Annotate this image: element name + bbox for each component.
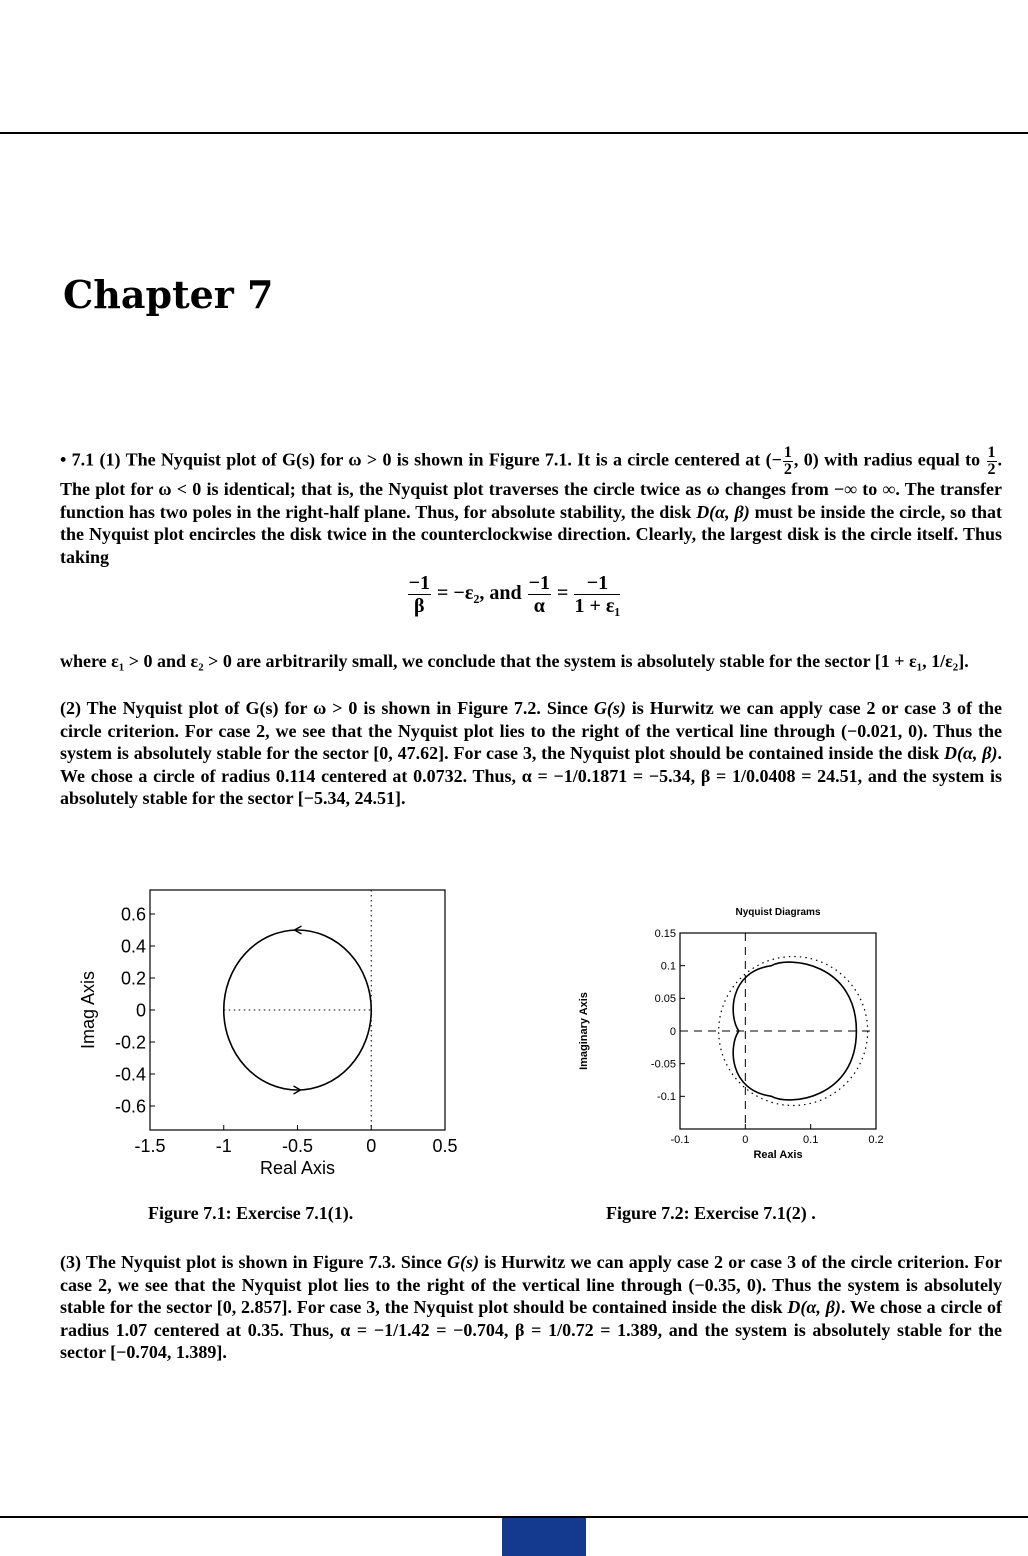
part-label: (2) — [60, 698, 81, 718]
equation-and: and — [489, 582, 522, 605]
y-tick-label: 0.6 — [120, 904, 146, 925]
x-tick-label: -0.5 — [281, 1136, 314, 1156]
footer-page-tab — [502, 1518, 586, 1556]
figure-7-1-chart — [70, 880, 470, 1180]
frac-num: −1 — [528, 572, 551, 594]
frac-num: 1 — [783, 444, 792, 461]
x-tick-label: 0.1 — [803, 1134, 819, 1146]
equation-term: = −ε₂, — [437, 582, 485, 605]
x-tick-label: 0.5 — [432, 1136, 458, 1156]
paragraph-7-1-part-3 — [60, 1251, 1002, 1364]
figure-7-1-caption: Figure 7.1: Exercise 7.1(1). — [148, 1203, 354, 1223]
y-tick-label: 0.1 — [660, 960, 676, 973]
transfer-function: G(s) — [593, 698, 626, 718]
text: The Nyquist plot of G(s) for ω > 0 is shown in Figure 7.2. Since — [86, 698, 594, 718]
fraction — [408, 572, 431, 617]
x-axis-label: Real Axis — [259, 1158, 336, 1178]
figure-7-2-caption: Figure 7.2: Exercise 7.1(2) . — [606, 1203, 816, 1223]
y-tick-label: 0 — [135, 1000, 146, 1021]
frac-num: 1 — [987, 444, 996, 461]
equation-equals: = — [557, 582, 569, 605]
x-tick-label: -1.5 — [134, 1136, 166, 1156]
text: The Nyquist plot is shown in Figure 7.3. Since — [85, 1252, 447, 1272]
x-tick-label: -0.1 — [670, 1134, 690, 1146]
text: . We chose a circle of radius 0.114 centered at 0.0732. Thus, α = −1/0.1871 = −5.34, β = 1/0.0408 = 24.51, and the system is absolutely stable for the sector [−5.34, 24.51]. — [60, 743, 1002, 808]
x-tick-label: -1 — [215, 1136, 232, 1156]
y-axis-label: Imaginary Axis — [578, 992, 590, 1070]
text: . We chose a circle of radius 1.07 centered at 0.35. Thus, α = −1/1.42 = −0.704, β = 1/0.72 = 1.389, and the system is absolutely stable for the sector [−0.704, 1.389]. — [60, 1297, 1003, 1362]
equation — [0, 572, 1028, 617]
y-tick-label: -0.6 — [114, 1096, 146, 1117]
y-tick-label: 0.15 — [654, 927, 676, 940]
fraction-half — [987, 445, 997, 478]
x-tick-label: 0 — [742, 1134, 749, 1146]
y-tick-label: -0.1 — [657, 1091, 676, 1104]
y-tick-label: 0 — [669, 1025, 676, 1038]
exercise-number: 7.1 — [71, 449, 95, 470]
fraction — [528, 572, 551, 617]
x-axis-label: Real Axis — [753, 1149, 803, 1161]
paragraph-7-1-part-1 — [60, 445, 1002, 568]
y-tick-label: 0.2 — [120, 968, 146, 989]
frac-num: −1 — [574, 572, 620, 595]
y-axis-label: Imag Axis — [78, 970, 98, 1050]
figure-7-2-chart — [565, 885, 905, 1185]
paragraph-after-equation: where ε₁ > 0 and ε₂ > 0 are arbitrarily small, we conclude that the system is absolutely stable for the sector [1 + ε₁, 1/ε₂]. — [60, 651, 969, 671]
disk-symbol: D(α, β) — [696, 501, 750, 522]
fraction — [574, 572, 620, 617]
text: The Nyquist plot of G(s) for ω > 0 is shown in Figure 7.1. It is a circle centered at (− — [125, 449, 782, 470]
disk-symbol: D(α, β) — [787, 1297, 841, 1317]
text: is Hurwitz we can apply case 2 or case 3 of the circle criterion. For case 2, we see that the Nyquist plot lies to the right of the vertical line through (−0.35, 0). Thus the system is absolutely stable for the sector [0, 2.857]. For case 3, the Nyquist plot should be contained inside the disk — [60, 1252, 1003, 1317]
part-label: (1) — [99, 449, 121, 470]
frac-den: 1 + ε₁ — [574, 595, 621, 617]
bullet: • — [60, 449, 67, 470]
y-tick-label: -0.05 — [650, 1058, 676, 1071]
text: , 0) with radius equal to — [793, 449, 986, 470]
y-tick-label: -0.4 — [114, 1064, 146, 1085]
transfer-function: G(s) — [446, 1252, 479, 1272]
paragraph-7-1-part-2 — [60, 697, 1002, 810]
text: must be inside the circle, so that the Nyquist plot encircles the disk twice in the counterclockwise direction. Clearly, the largest disk is the circle itself. Thus taking — [60, 501, 1003, 567]
frac-num: −1 — [408, 572, 431, 594]
frac-den: β — [414, 595, 425, 617]
frac-den: 2 — [783, 461, 792, 478]
disk-symbol: D(α, β) — [943, 743, 998, 763]
header-rule — [0, 132, 1028, 134]
y-tick-label: -0.2 — [114, 1032, 146, 1053]
y-tick-label: 0.4 — [120, 936, 146, 957]
fraction-half — [783, 445, 793, 478]
frac-den: α — [533, 595, 545, 617]
chart-title: Nyquist Diagrams — [735, 907, 821, 918]
frac-den: 2 — [987, 461, 996, 478]
text: . The plot for ω < 0 is identical; that is, the Nyquist plot traverses the circle twice as ω changes from −∞ to ∞. The transfer function has two poles in the right-half plane. Thus, for absolute stability, the disk — [60, 449, 1002, 522]
x-tick-label: 0.2 — [868, 1134, 884, 1146]
chapter-title: Chapter 7 — [63, 272, 274, 317]
y-tick-label: 0.05 — [654, 993, 676, 1006]
plot-frame — [150, 890, 445, 1130]
text: is Hurwitz we can apply case 2 or case 3 of the circle criterion. For case 2, we see that the Nyquist plot lies to the right of the vertical line through (−0.021, 0). Thus the system is absolutely stable for the sector [0, 47.62]. For case 3, the Nyquist plot should be contained inside the disk — [60, 698, 1002, 763]
part-label: (3) — [60, 1252, 81, 1272]
x-tick-label: 0 — [366, 1136, 377, 1156]
